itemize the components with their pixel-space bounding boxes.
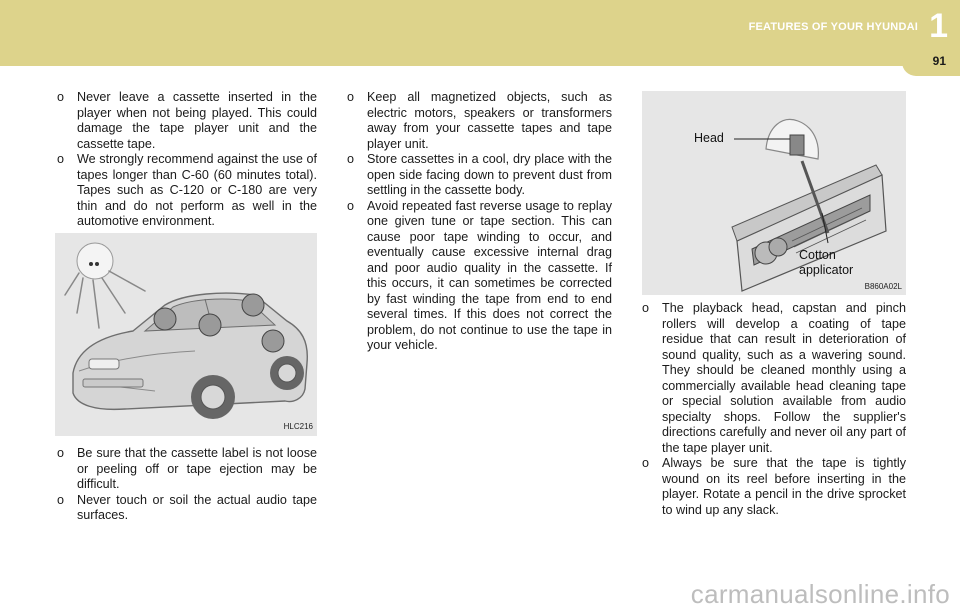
car-sunlight-illustration [55,233,317,436]
bullet-item: o Store cassettes in a cool, dry place with the open side facing down to prevent dust from settling in the cassette body. [347,152,612,199]
bullet-item: o Never touch or soil the actual audio tape surfaces. [57,493,317,524]
sun-icon [77,243,113,279]
page-number: 91 [932,54,946,68]
car-illustration [55,233,317,436]
bullet-item: o Never leave a cassette inserted in the player when not being played. This could damage the tape player unit and the cassette tape. [57,90,317,152]
bullet-item: o Always be sure that the tape is tightly wound on its reel before inserting in the player. Rotate a pencil in the drive sprocket to wind up any slack. [642,456,906,518]
bullet-item: o Be sure that the cassette label is not loose or peeling off or tape ejection may be difficult. [57,446,317,493]
callout-head: Head [694,131,724,145]
callout-applicator: applicator [799,263,854,277]
page-number-tab [902,48,960,76]
section-title: FEATURES OF YOUR HYUNDAI [748,21,918,33]
header-band [0,0,960,66]
column-1-top-text [57,90,317,230]
tape-head-illustration [642,91,906,295]
bullet-item: o Avoid repeated fast reverse usage to replay one given tune or tape section. This can cause poor tape winding to occur, and eventually cause excessive internal drag and poor audio quality in the cassette. If this occurs, it can sometimes be corrected by fast winding the tape from end to end several times. If this does not correct the problem, do not continue to use the tape in your vehicle. [347,199,612,354]
callout-cotton: Cotton [799,248,836,262]
column-2-text [347,90,612,354]
tape-player-illustration [642,91,906,295]
bullet-item: o The playback head, capstan and pinch rollers will develop a coating of tape residue that can result in deterioration of sound quality, such as a wavering sound. They should be cleaned monthly using a commercially available head cleaning tape or special solution available from audio specialty shops. Follow the supplier's directions carefully and never oil any part of the tape player unit. [642,301,906,456]
watermark: carmanualsonline.info [690,579,950,609]
figure-code: HLC216 [283,422,313,431]
chapter-number: 1 [929,7,948,45]
bullet-item: o We strongly recommend against the use of tapes longer than C-60 (60 minutes total). Tapes such as C-120 or C-180 are very thin and do not perform as well in the automotive environment. [57,152,317,230]
figure-code: B860A02L [864,282,902,291]
bullet-item: o Keep all magnetized objects, such as electric motors, speakers or transformers away from your cassette tapes and tape player unit. [347,90,612,152]
column-1-bottom-text [57,446,317,524]
column-3-text [642,301,906,518]
